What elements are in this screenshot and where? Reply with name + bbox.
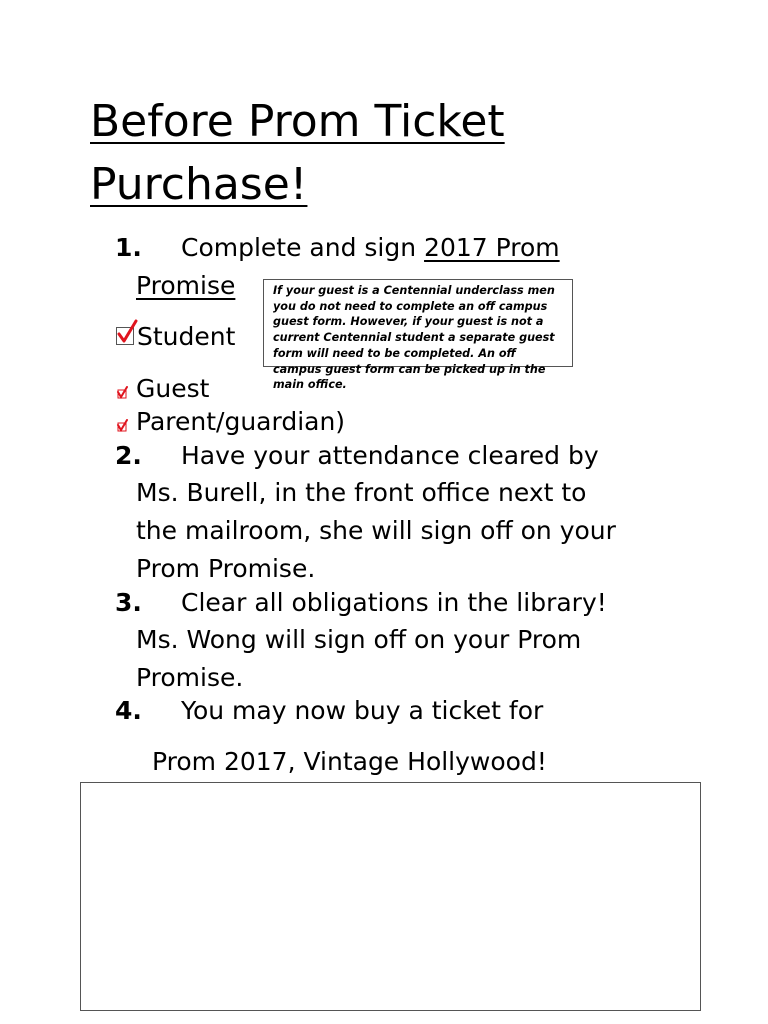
step-4 [115, 692, 543, 729]
step-4-line: Prom 2017, Vintage Hollywood! [152, 747, 547, 776]
title-line-2: Purchase! [90, 159, 308, 210]
step-2 [115, 437, 599, 474]
step-1 [115, 229, 560, 266]
step-number: 2. [115, 441, 142, 470]
checklist-label: Parent/guardian) [136, 407, 346, 436]
checklist-label: Student [137, 322, 236, 351]
step-number: 4. [115, 696, 142, 725]
prom-promise-link-cont: Promise [136, 271, 236, 300]
title-line-1: Before Prom Ticket [90, 96, 505, 147]
step-text: Have your attendance cleared by [181, 441, 599, 470]
step-3-line: Ms. Wong will sign off on your Prom [136, 625, 582, 654]
step-text: You may now buy a ticket for [181, 696, 544, 725]
step-3-line: Promise. [136, 663, 244, 692]
step-1-line-2 [136, 267, 235, 304]
guest-note-box [263, 279, 573, 392]
guest-note-text: If your guest is a Centennial underclass men you do not need to complete an off campus guest form. However, if your guest is not a current Centennial student a separate guest form will need to be completed. An off campus guest form can be picked up in the main office. [273, 284, 555, 392]
check-icon [116, 327, 134, 345]
step-number: 3. [115, 588, 142, 617]
step-2-line: the mailroom, she will sign off on your [136, 516, 616, 545]
check-icon [117, 416, 129, 430]
step-2-line: Ms. Burell, in the front office next to [136, 478, 587, 507]
check-icon [117, 383, 129, 397]
step-text: Clear all obligations in the library! [181, 588, 607, 617]
checklist-item-student [116, 318, 235, 355]
step-number: 1. [115, 233, 142, 262]
checklist-label: Guest [136, 374, 210, 403]
checklist-item-guest [117, 370, 209, 407]
checklist-item-parent [117, 403, 345, 440]
step-1-text: Complete and sign [181, 233, 425, 262]
prom-promise-link: 2017 Prom [424, 233, 560, 262]
step-3 [115, 584, 607, 621]
empty-frame [80, 782, 701, 1011]
step-2-line: Prom Promise. [136, 554, 316, 583]
page-title [90, 90, 505, 216]
